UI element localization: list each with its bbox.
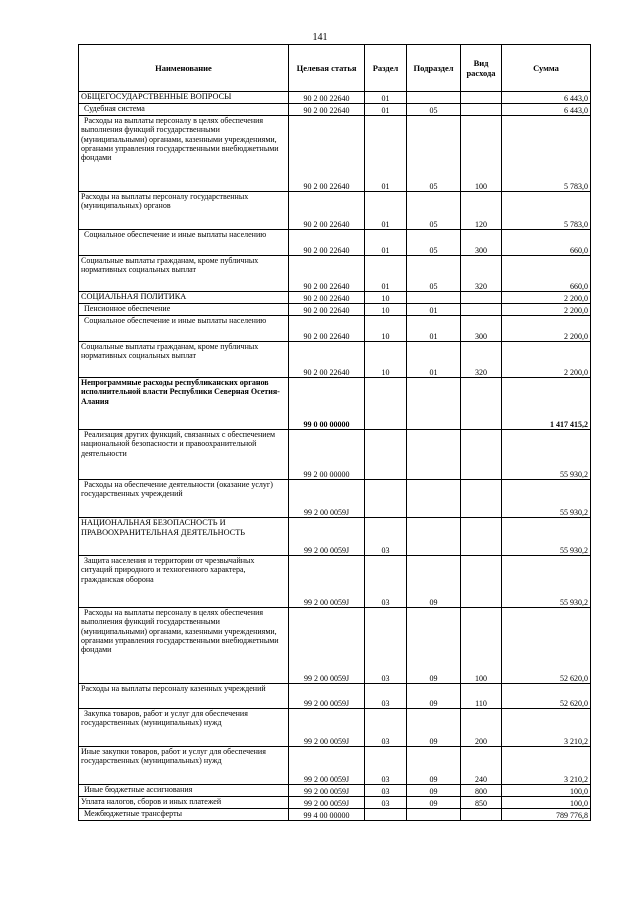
- row-expense-type: [461, 480, 502, 518]
- row-target: 99 2 00 0059J: [289, 518, 365, 556]
- row-name: СОЦИАЛЬНАЯ ПОЛИТИКА: [79, 292, 289, 304]
- row-sum: 1 417 415,2: [502, 378, 591, 430]
- row-name: Межбюджетные трансферты: [79, 809, 289, 821]
- row-section: 03: [365, 684, 407, 709]
- row-section: 01: [365, 92, 407, 104]
- row-sum: 55 930,2: [502, 518, 591, 556]
- row-target: 99 2 00 0059J: [289, 747, 365, 785]
- row-target: 99 2 00 0059J: [289, 608, 365, 684]
- row-subsection: [407, 378, 461, 430]
- row-target: 99 4 00 00000: [289, 809, 365, 821]
- row-name: Иные бюджетные ассигнования: [79, 785, 289, 797]
- row-sum: 660,0: [502, 230, 591, 256]
- row-name: Пенсионное обеспечение: [79, 304, 289, 316]
- table-row: [79, 608, 591, 684]
- row-expense-type: [461, 518, 502, 556]
- row-expense-type: [461, 292, 502, 304]
- row-sum: 2 200,0: [502, 342, 591, 378]
- column-header-section: Раздел: [365, 45, 407, 92]
- row-subsection: 05: [407, 104, 461, 116]
- row-subsection: 09: [407, 556, 461, 608]
- table-header-row: [79, 45, 591, 92]
- row-name: Расходы на выплаты персоналу государственных (муниципальных) органов: [79, 192, 289, 230]
- table-row: [79, 92, 591, 104]
- row-expense-type: 110: [461, 684, 502, 709]
- table-row: [79, 304, 591, 316]
- row-subsection: 05: [407, 116, 461, 192]
- row-name: Закупка товаров, работ и услуг для обеспечения государственных (муниципальных) нужд: [79, 709, 289, 747]
- table-row: [79, 104, 591, 116]
- table-row: [79, 480, 591, 518]
- row-name: Социальное обеспечение и иные выплаты населению: [79, 230, 289, 256]
- row-section: [365, 480, 407, 518]
- table-row: [79, 518, 591, 556]
- row-name: Социальные выплаты гражданам, кроме публичных нормативных социальных выплат: [79, 256, 289, 292]
- row-target: 99 2 00 0059J: [289, 556, 365, 608]
- row-sum: 3 210,2: [502, 747, 591, 785]
- row-target: 90 2 00 22640: [289, 92, 365, 104]
- row-name: НАЦИОНАЛЬНАЯ БЕЗОПАСНОСТЬ И ПРАВООХРАНИТЕЛЬНАЯ ДЕЯТЕЛЬНОСТЬ: [79, 518, 289, 556]
- row-expense-type: 100: [461, 116, 502, 192]
- row-expense-type: [461, 556, 502, 608]
- row-name: Социальное обеспечение и иные выплаты населению: [79, 316, 289, 342]
- row-section: 01: [365, 104, 407, 116]
- row-sum: 55 930,2: [502, 556, 591, 608]
- row-expense-type: [461, 304, 502, 316]
- row-expense-type: [461, 430, 502, 480]
- row-section: 01: [365, 230, 407, 256]
- row-target: 99 2 00 0059J: [289, 797, 365, 809]
- row-section: [365, 430, 407, 480]
- row-subsection: 09: [407, 797, 461, 809]
- row-expense-type: [461, 92, 502, 104]
- row-target: 90 2 00 22640: [289, 304, 365, 316]
- row-target: 90 2 00 22640: [289, 192, 365, 230]
- table-row: [79, 684, 591, 709]
- row-sum: 100,0: [502, 797, 591, 809]
- column-header-name: Наименование: [79, 45, 289, 92]
- row-section: 01: [365, 192, 407, 230]
- row-sum: 3 210,2: [502, 709, 591, 747]
- column-header-expense-type: Вид расхода: [461, 45, 502, 92]
- row-name: Расходы на обеспечение деятельности (оказание услуг) государственных учреждений: [79, 480, 289, 518]
- page-number: 141: [312, 32, 328, 43]
- row-name: Реализация других функций, связанных с обеспечением национальной безопасности и правоохранительной деятельности: [79, 430, 289, 480]
- table-row: [79, 709, 591, 747]
- row-expense-type: 120: [461, 192, 502, 230]
- table-row: [79, 430, 591, 480]
- row-subsection: [407, 480, 461, 518]
- row-target: 99 2 00 0059J: [289, 709, 365, 747]
- row-sum: 52 620,0: [502, 684, 591, 709]
- row-section: 03: [365, 518, 407, 556]
- row-expense-type: [461, 809, 502, 821]
- row-name: Иные закупки товаров, работ и услуг для обеспечения государственных (муниципальных) нужд: [79, 747, 289, 785]
- row-subsection: 09: [407, 709, 461, 747]
- column-header-target: Целевая статья: [289, 45, 365, 92]
- row-subsection: [407, 518, 461, 556]
- row-sum: 55 930,2: [502, 480, 591, 518]
- row-section: 03: [365, 785, 407, 797]
- row-target: 90 2 00 22640: [289, 256, 365, 292]
- row-section: 03: [365, 709, 407, 747]
- row-sum: 55 930,2: [502, 430, 591, 480]
- table-row: [79, 809, 591, 821]
- row-target: 99 2 00 0059J: [289, 480, 365, 518]
- row-expense-type: 800: [461, 785, 502, 797]
- row-expense-type: 300: [461, 230, 502, 256]
- table-row: [79, 256, 591, 292]
- row-target: 90 2 00 22640: [289, 316, 365, 342]
- row-target: 99 2 00 0059J: [289, 785, 365, 797]
- row-expense-type: [461, 378, 502, 430]
- row-section: 10: [365, 304, 407, 316]
- row-sum: 6 443,0: [502, 92, 591, 104]
- row-subsection: [407, 92, 461, 104]
- row-subsection: 05: [407, 256, 461, 292]
- row-target: 90 2 00 22640: [289, 342, 365, 378]
- row-sum: 2 200,0: [502, 292, 591, 304]
- table-row: [79, 556, 591, 608]
- table-row: [79, 230, 591, 256]
- row-name: Расходы на выплаты персоналу казенных учреждений: [79, 684, 289, 709]
- column-header-sum: Сумма: [502, 45, 591, 92]
- table-row: [79, 342, 591, 378]
- row-name: Защита населения и территории от чрезвычайных ситуаций природного и техногенного характера, гражданская оборона: [79, 556, 289, 608]
- table-row: [79, 378, 591, 430]
- table-row: [79, 316, 591, 342]
- row-subsection: 05: [407, 192, 461, 230]
- row-section: 03: [365, 797, 407, 809]
- row-subsection: 01: [407, 342, 461, 378]
- row-section: 01: [365, 116, 407, 192]
- row-expense-type: 300: [461, 316, 502, 342]
- row-sum: 660,0: [502, 256, 591, 292]
- table-row: [79, 797, 591, 809]
- row-target: 90 2 00 22640: [289, 104, 365, 116]
- row-name: Непрограммные расходы республиканских органов исполнительной власти Республики Северная Осетия-Алания: [79, 378, 289, 430]
- table-row: [79, 747, 591, 785]
- row-expense-type: 320: [461, 256, 502, 292]
- row-sum: 789 776,8: [502, 809, 591, 821]
- row-sum: 5 783,0: [502, 192, 591, 230]
- row-name: ОБЩЕГОСУДАРСТВЕННЫЕ ВОПРОСЫ: [79, 92, 289, 104]
- table-row: [79, 785, 591, 797]
- row-target: 99 0 00 00000: [289, 378, 365, 430]
- row-target: 90 2 00 22640: [289, 292, 365, 304]
- row-subsection: 09: [407, 747, 461, 785]
- row-expense-type: 240: [461, 747, 502, 785]
- row-expense-type: [461, 104, 502, 116]
- row-section: 10: [365, 342, 407, 378]
- column-header-subsection: Подраздел: [407, 45, 461, 92]
- row-expense-type: 100: [461, 608, 502, 684]
- row-name: Социальные выплаты гражданам, кроме публичных нормативных социальных выплат: [79, 342, 289, 378]
- row-section: 03: [365, 556, 407, 608]
- row-name: Судебная система: [79, 104, 289, 116]
- row-subsection: [407, 292, 461, 304]
- row-subsection: 01: [407, 316, 461, 342]
- row-target: 90 2 00 22640: [289, 116, 365, 192]
- budget-table: [78, 44, 591, 821]
- row-subsection: 01: [407, 304, 461, 316]
- row-sum: 2 200,0: [502, 316, 591, 342]
- row-target: 99 2 00 0059J: [289, 684, 365, 709]
- row-expense-type: 850: [461, 797, 502, 809]
- row-subsection: [407, 430, 461, 480]
- row-name: Уплата налогов, сборов и иных платежей: [79, 797, 289, 809]
- row-section: 03: [365, 608, 407, 684]
- row-section: 01: [365, 256, 407, 292]
- row-section: 03: [365, 747, 407, 785]
- row-subsection: 09: [407, 684, 461, 709]
- row-target: 90 2 00 22640: [289, 230, 365, 256]
- row-sum: 5 783,0: [502, 116, 591, 192]
- row-subsection: 09: [407, 608, 461, 684]
- row-target: 99 2 00 00000: [289, 430, 365, 480]
- row-expense-type: 320: [461, 342, 502, 378]
- row-name: Расходы на выплаты персоналу в целях обеспечения выполнения функций государственными (муниципальными) органами, казенными учреждениями, органами управления государственными внебюджетными фондами: [79, 608, 289, 684]
- row-sum: 2 200,0: [502, 304, 591, 316]
- table-row: [79, 192, 591, 230]
- table-row: [79, 116, 591, 192]
- row-sum: 52 620,0: [502, 608, 591, 684]
- row-subsection: 09: [407, 785, 461, 797]
- row-section: 10: [365, 316, 407, 342]
- row-section: [365, 378, 407, 430]
- row-section: 10: [365, 292, 407, 304]
- row-section: [365, 809, 407, 821]
- row-sum: 100,0: [502, 785, 591, 797]
- row-subsection: [407, 809, 461, 821]
- row-expense-type: 200: [461, 709, 502, 747]
- row-name: Расходы на выплаты персоналу в целях обеспечения выполнения функций государственными (муниципальными) органами, казенными учреждениями, органами управления государственными внебюджетными фондами: [79, 116, 289, 192]
- table-row: [79, 292, 591, 304]
- row-subsection: 05: [407, 230, 461, 256]
- row-sum: 6 443,0: [502, 104, 591, 116]
